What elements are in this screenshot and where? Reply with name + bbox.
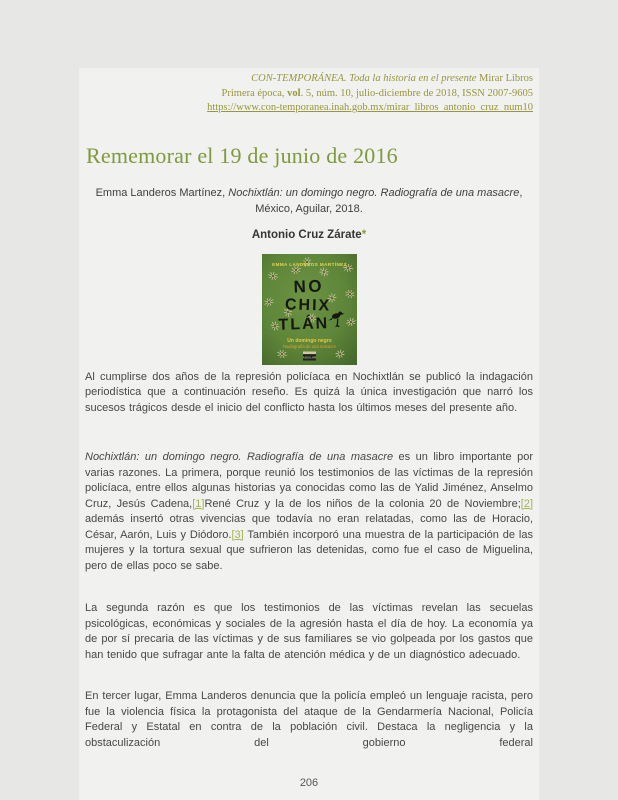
paragraph-2-text: También incorporó una muestra de la participación de las mujeres y la tortura sexual que sufrieron las detenidas, como fue el caso de Miguelina, pero de ellas poco se sabe. (85, 528, 533, 572)
cover-title-line1: NO (292, 275, 324, 297)
footnote-1-link[interactable]: [1] (192, 497, 205, 510)
journal-header-line1 (85, 72, 533, 87)
book-cover-image (262, 254, 357, 365)
journal-subtitle: Toda la historia en el presente (346, 73, 480, 84)
article-url-link[interactable]: https://www.con-temporanea.inah.gob.mx/mirar_libros_antonio_cruz_num10 (207, 102, 533, 113)
book-citation (85, 185, 533, 218)
inline-book-title: Nochixtlán: un domingo negro. Radiografía de una masacre (85, 451, 394, 463)
journal-header (85, 72, 533, 116)
reviewer-name: Antonio Cruz Zárate (251, 228, 362, 241)
document-page (79, 68, 539, 800)
cover-subtitle1-text: Un domingo negro (286, 337, 332, 344)
journal-section: Mirar Libros (479, 73, 533, 84)
publisher-logo-text: AGUILAR (302, 356, 316, 360)
footnote-3-link[interactable]: [3] (231, 528, 244, 541)
cover-title-line3: TLÁN (277, 314, 329, 334)
cover-title-line2: CHIX (284, 295, 331, 315)
journal-header-line3 (85, 101, 533, 116)
article-title: Rememorar el 19 de junio de 2016 (86, 142, 398, 168)
journal-name: CON-TEMPORÁNEA. (251, 73, 347, 84)
paragraph-2-text: René Cruz y la de los niños de la colonia 20 de Noviembre; (204, 497, 521, 510)
volume-label: vol (287, 87, 301, 99)
reviewer-byline (85, 229, 533, 241)
issue-info: . 5, núm. 10, julio-diciembre de 2018, ISSN 2007-9605 (300, 87, 533, 99)
edition-label: Primera época, (221, 87, 288, 99)
citation-book-title: Nochixtlán: un domingo negro. Radiografía de una masacre (228, 186, 520, 199)
citation-author: Emma Landeros Martínez, (95, 186, 229, 199)
author-footnote-asterisk[interactable]: * (361, 228, 367, 241)
page-number: 206 (299, 777, 319, 789)
article-body (85, 370, 533, 752)
paragraph-2-text: además insertó otras vivencias que todavía no eran relatadas, como las de Horacio, César, Aarón, Luis y Diódoro. (85, 513, 533, 541)
journal-header-line2 (85, 87, 533, 102)
book-cover-figure (85, 254, 533, 365)
cover-subtitle2-text: Radiografía de una masacre (282, 343, 336, 349)
paragraph-2-text: es un libro importante por varias razones. La primera, porque reunió los testimonios de las víctimas de la represión policíaca, entre ellos algunas historias ya conocidas como las de Yalid Jiménez, Anselmo Cruz, Jesús Cadena, (85, 451, 533, 510)
paragraph-1: Al cumplirse dos años de la represión policíaca en Nochixtlán se publicó la indagación periodística que a continuación reseño. Es quizá la única investigación que narró los sucesos trágicos desde el inicio del conflicto hasta los últimos meses del presente año. (85, 370, 533, 414)
paragraph-3: La segunda razón es que los testimonios de las víctimas revelan las secuelas psicológicas, económicas y sociales de la agresión hasta el día de hoy. La economía ya de por sí precaria de las víctimas y de sus familiares se vio golpeada por los gastos que han tenido que sufragar ante la falta de atención médica y de un diagnóstico adecuado. (85, 602, 533, 661)
publisher-logo (302, 351, 315, 360)
paragraph-4: En tercer lugar, Emma Landeros denuncia que la policía empleó un lenguaje racista, pero fue la violencia física la protagonista del ataque de la Gendarmería Nacional, Policía Federal y Estatal en contra de la población civil. Destaca la negligencia y la obstaculización del gobierno federal (85, 690, 533, 749)
paragraph-2 (85, 450, 533, 574)
cover-author-text: EMMA LANDEROS MARTÍNEZ (271, 261, 347, 267)
citation-publisher: , México, Aguilar, 2018. (255, 186, 523, 215)
footnote-2-link[interactable]: [2] (520, 497, 533, 510)
